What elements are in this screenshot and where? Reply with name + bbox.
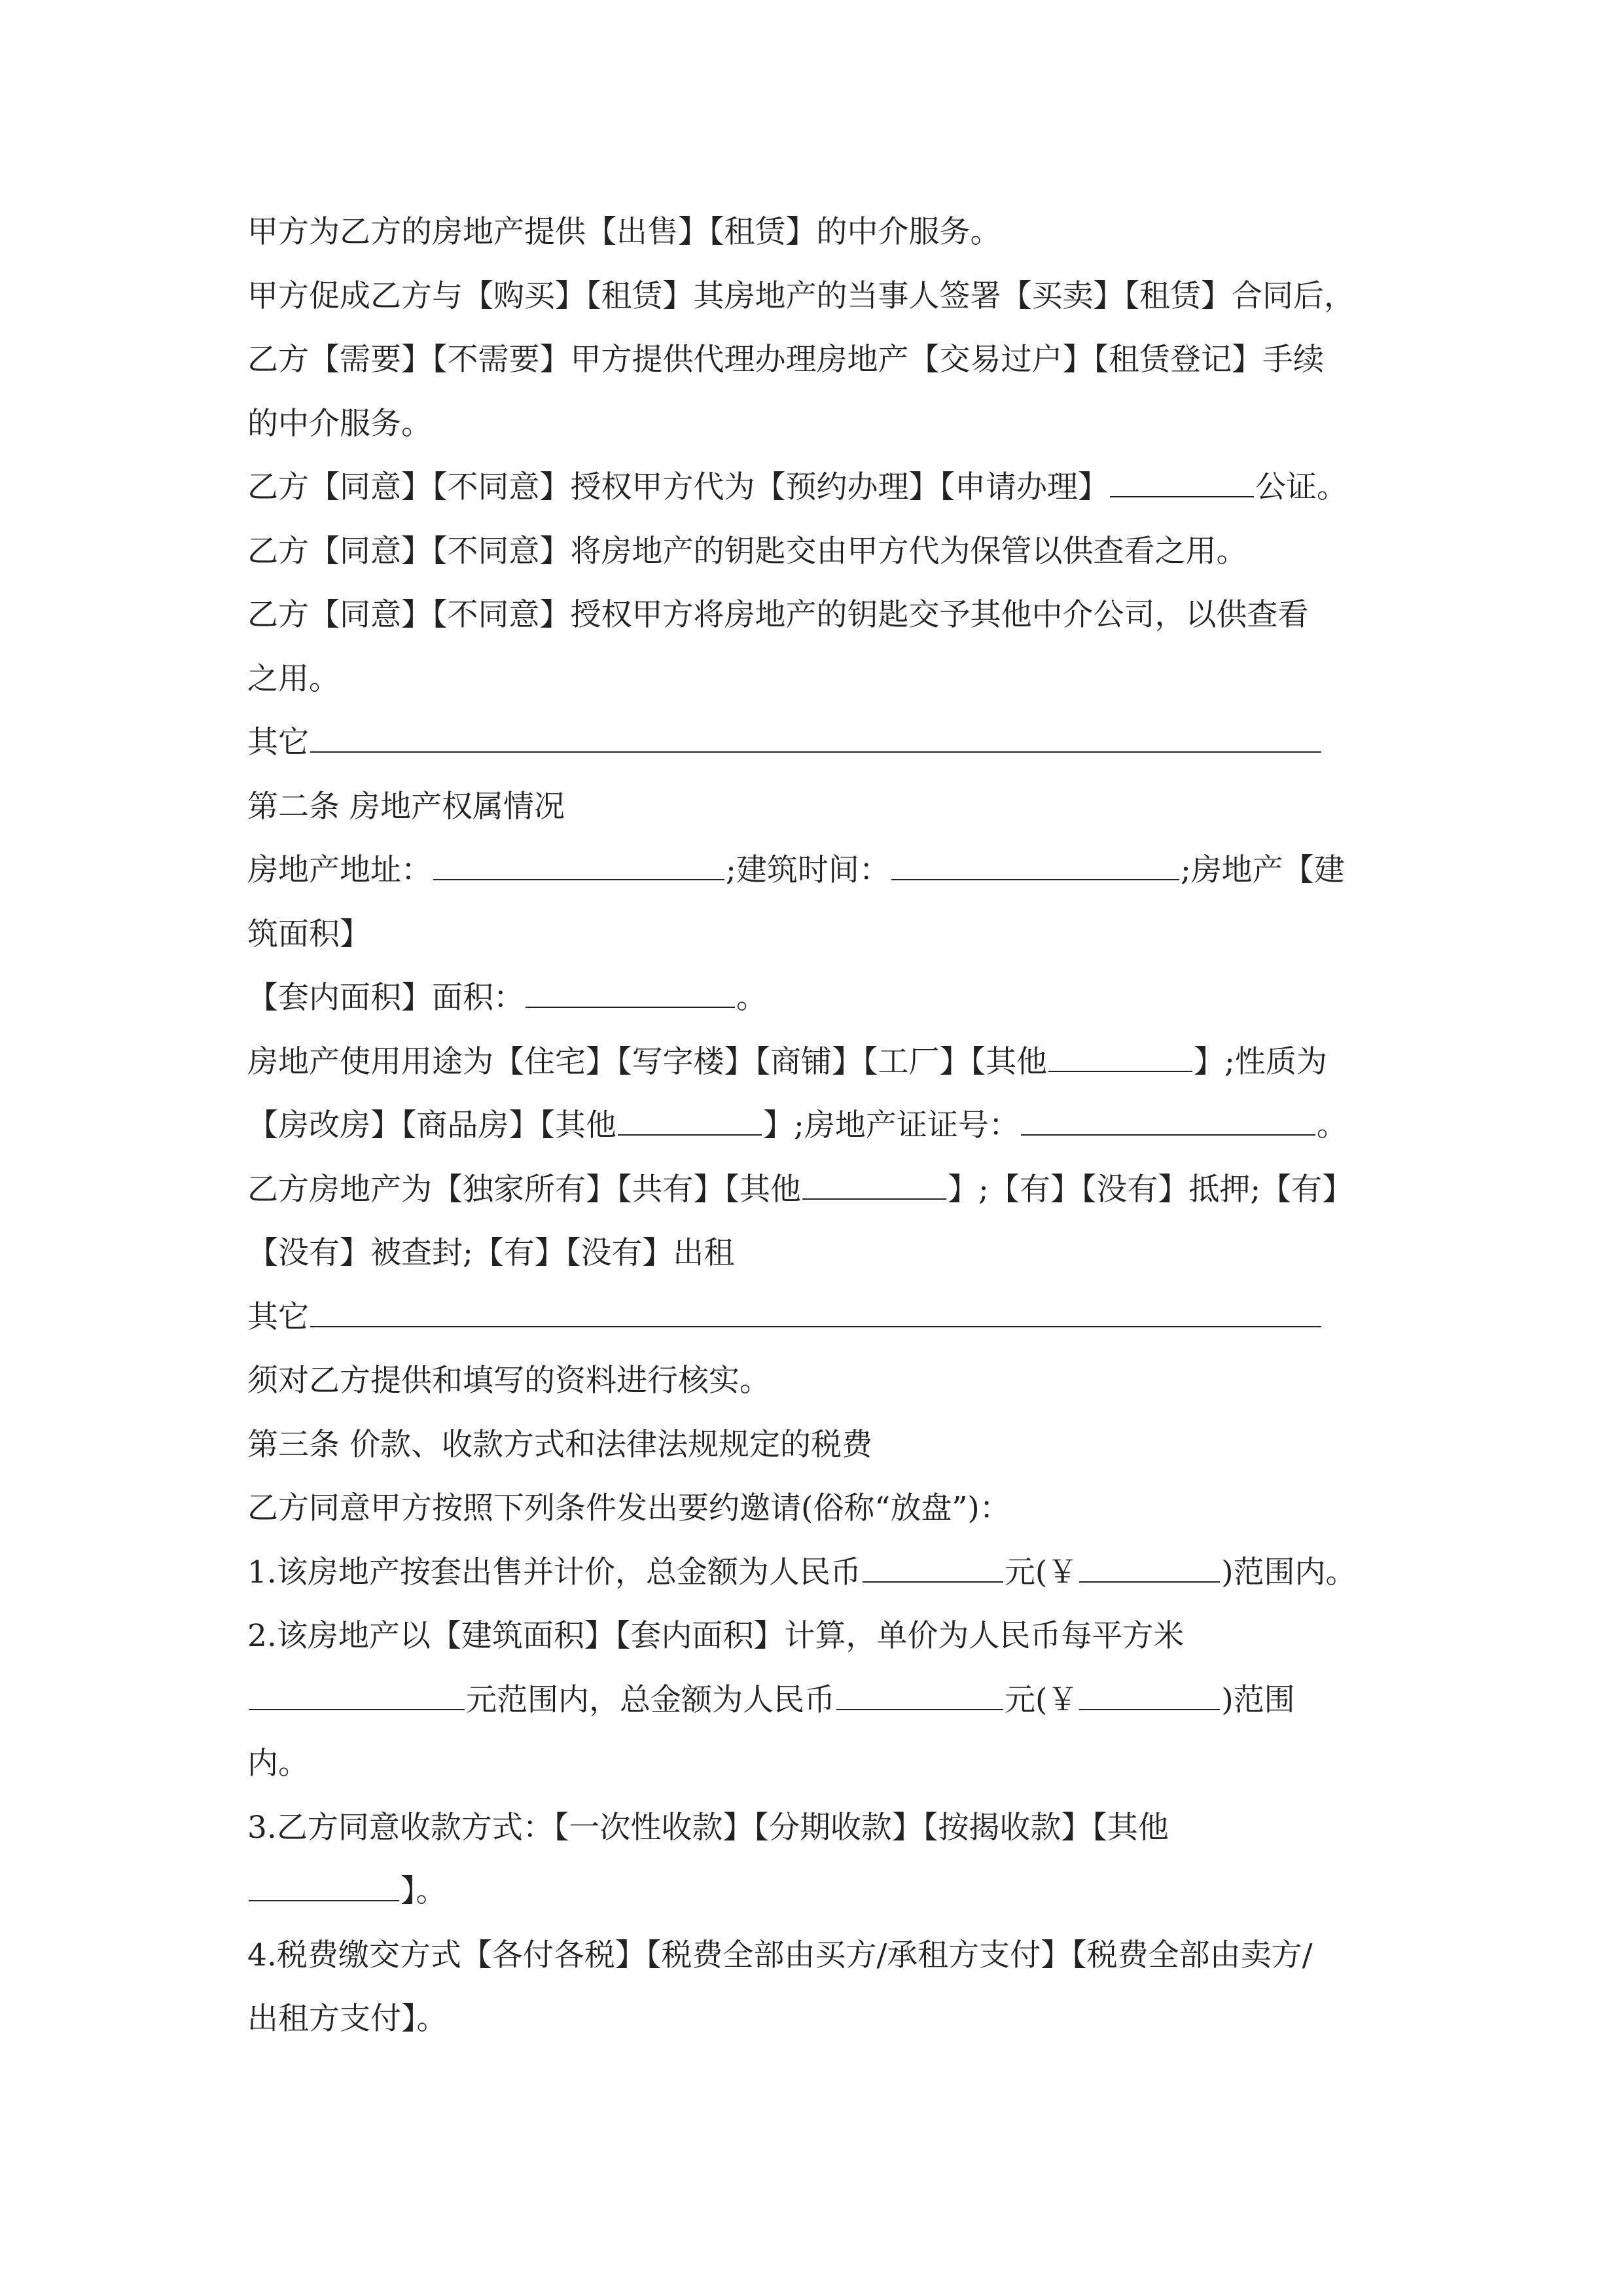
clause-line — [247, 1030, 1399, 1094]
text-segment: 】。 — [401, 1873, 447, 1909]
text-segment: 元(￥ — [1004, 1554, 1079, 1590]
total-rmb-blank[interactable] — [863, 1551, 1003, 1583]
notary-blank[interactable] — [1110, 466, 1254, 497]
document-body — [247, 200, 1399, 2051]
usage-other-blank[interactable] — [1048, 1041, 1192, 1072]
text-segment: 乙方【同意】【不同意】将房地产的钥匙交由甲方代为保管以供查看之用。 — [247, 533, 1247, 569]
text-segment: )范围 — [1221, 1681, 1295, 1718]
area-blank[interactable] — [526, 977, 735, 1008]
nature-other-blank[interactable] — [618, 1104, 762, 1136]
clause-line — [247, 647, 1399, 711]
section-heading — [247, 1413, 1399, 1477]
text-segment: 】;性质为 — [1194, 1043, 1327, 1080]
text-segment: 公证。 — [1255, 469, 1347, 505]
text-segment: 。 — [1316, 1107, 1347, 1143]
clause-line — [247, 1477, 1399, 1541]
clause-line — [247, 264, 1399, 329]
text-segment: 内。 — [247, 1746, 309, 1782]
clause-line — [247, 200, 1399, 264]
text-segment: 3.乙方同意收款方式：【一次性收款】【分期收款】【按揭收款】【其他 — [247, 1809, 1169, 1846]
clause-line — [247, 1859, 1399, 1924]
clause-line — [247, 966, 1399, 1030]
clause-line — [247, 838, 1399, 903]
text-segment: 须对乙方提供和填写的资料进行核实。 — [247, 1363, 770, 1399]
clause-line — [247, 392, 1399, 456]
text-segment: 其它 — [247, 725, 309, 761]
text-segment: 乙方【需要】【不需要】甲方提供代理办理房地产【交易过户】【租赁登记】手续 — [247, 342, 1324, 378]
clause-line — [247, 520, 1399, 584]
text-segment: 乙方【同意】【不同意】授权甲方将房地产的钥匙交予其他中介公司，以供查看 — [247, 597, 1309, 633]
clause-line — [247, 903, 1399, 967]
clause-line — [247, 1094, 1399, 1158]
total-yen-blank[interactable] — [1079, 1679, 1220, 1710]
text-segment: 乙方【同意】【不同意】授权甲方代为【预约办理】【申请办理】 — [247, 469, 1109, 505]
text-segment: 其它 — [247, 1299, 309, 1335]
text-segment: 乙方同意甲方按照下列条件发出要约邀请(俗称“放盘”)： — [247, 1490, 1010, 1526]
text-segment: 2.该房地产以【建筑面积】【套内面积】计算，单价为人民币每平方米 — [247, 1618, 1185, 1654]
clause-line — [247, 1987, 1399, 2051]
total-rmb-blank[interactable] — [836, 1679, 1003, 1710]
text-segment: ;房地产【建 — [1180, 852, 1345, 888]
text-segment: 第三条 价款、收款方式和法律法规规定的税费 — [247, 1426, 872, 1463]
text-segment: 第二条 房地产权属情况 — [247, 788, 565, 825]
clause-line — [247, 1796, 1399, 1860]
clause-line — [247, 1285, 1399, 1350]
section-heading — [247, 775, 1399, 839]
text-segment: 4.税费缴交方式【各付各税】【税费全部由买方/承租方支付】【税费全部由卖方/ — [247, 1937, 1313, 1973]
text-segment: 元范围内，总金额为人民币 — [466, 1681, 835, 1718]
text-segment: 房地产使用用途为【住宅】【写字楼】【商铺】【工厂】【其他 — [247, 1043, 1047, 1080]
text-segment: 出租方支付】。 — [247, 2001, 448, 2037]
ownership-other-blank[interactable] — [802, 1168, 946, 1200]
text-segment: 。 — [736, 980, 767, 1016]
clause-line — [247, 1668, 1399, 1732]
clause-line — [247, 1541, 1399, 1605]
clause-line — [247, 583, 1399, 647]
text-segment: ;建筑时间： — [726, 852, 890, 888]
text-segment: 筑面积】 — [247, 916, 370, 952]
clause-line — [247, 1924, 1399, 1988]
clause-line — [247, 711, 1399, 775]
text-segment: 元(￥ — [1005, 1681, 1079, 1718]
clause-line — [247, 1732, 1399, 1796]
payment-other-blank[interactable] — [249, 1870, 399, 1901]
text-segment: 】;【有】【没有】抵押;【有】 — [948, 1171, 1353, 1208]
text-segment: 之用。 — [247, 660, 340, 697]
certificate-number-blank[interactable] — [1021, 1104, 1315, 1136]
other-blank[interactable] — [310, 1296, 1321, 1327]
clause-line — [247, 328, 1399, 392]
total-yen-blank[interactable] — [1079, 1551, 1220, 1583]
build-time-blank[interactable] — [891, 849, 1179, 880]
unit-price-blank[interactable] — [249, 1679, 465, 1710]
clause-line — [247, 1349, 1399, 1413]
text-segment: 】;房地产证证号： — [763, 1107, 1020, 1143]
clause-line — [247, 1604, 1399, 1668]
text-segment: 乙方房地产为【独家所有】【共有】【其他 — [247, 1171, 801, 1208]
clause-line — [247, 456, 1399, 520]
text-segment: 1.该房地产按套出售并计价，总金额为人民币 — [247, 1554, 861, 1590]
other-blank[interactable] — [310, 721, 1321, 753]
text-segment: 甲方为乙方的房地产提供【出售】【租赁】的中介服务。 — [247, 214, 1001, 250]
text-segment: 【房改房】【商品房】【其他 — [247, 1107, 616, 1143]
clause-line — [247, 1221, 1399, 1285]
clause-line — [247, 1158, 1399, 1222]
text-segment: 【没有】被查封;【有】【没有】出租 — [247, 1235, 735, 1271]
text-segment: )范围内。 — [1221, 1554, 1357, 1590]
address-blank[interactable] — [433, 849, 724, 880]
text-segment: 房地产地址： — [247, 852, 432, 888]
text-segment: 【套内面积】面积： — [247, 980, 524, 1016]
text-segment: 甲方促成乙方与【购买】【租赁】其房地产的当事人签署【买卖】【租赁】合同后， — [247, 278, 1355, 314]
text-segment: 的中介服务。 — [247, 405, 432, 442]
